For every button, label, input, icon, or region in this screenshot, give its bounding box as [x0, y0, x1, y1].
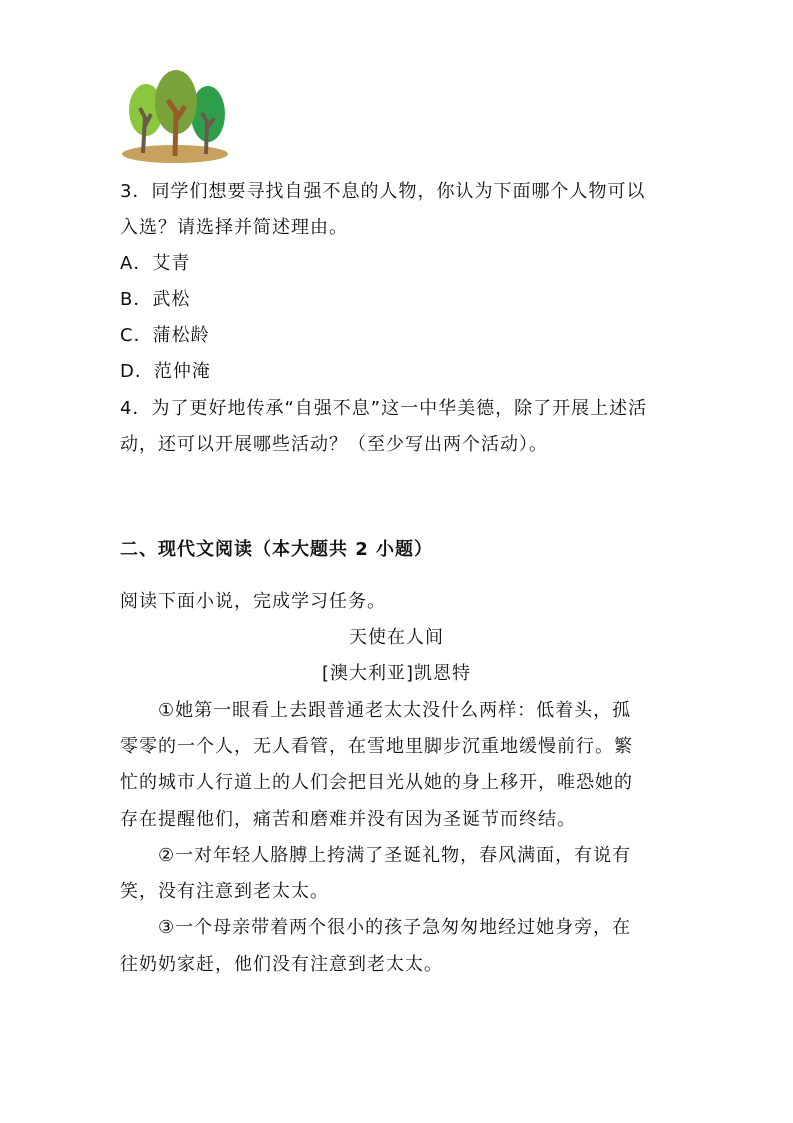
paragraph-2-line-1: ②一对年轻人胳膊上挎满了圣诞礼物，春风满面，有说有 [158, 845, 632, 866]
question-4-line-1: 4．为了更好地传承“自强不息”这一中华美德，除了开展上述活 [120, 398, 648, 419]
paragraph-1-line-1: ①她第一眼看上去跟普通老太太没什么两样：低着头，孤 [158, 700, 632, 721]
paragraph-1-line-4: 存在提醒他们，痛苦和磨难并没有因为圣诞节而终结。 [120, 809, 576, 830]
option-c: C．蒲松龄 [120, 325, 210, 346]
option-b: B．武松 [120, 289, 191, 310]
story-author: [澳大利亚]凯恩特 [321, 663, 472, 684]
paragraph-3-line-2: 往奶奶家赶，他们没有注意到老太太。 [120, 954, 443, 975]
trees-illustration [120, 68, 230, 166]
paragraph-3-line-1: ③一个母亲带着两个很小的孩子急匆匆地经过她身旁，在 [158, 917, 632, 938]
option-a: A．艾青 [120, 253, 191, 274]
section-heading: 二、现代文阅读（本大题共 2 小题） [120, 539, 434, 560]
reading-instruction: 阅读下面小说，完成学习任务。 [120, 591, 386, 612]
paragraph-2-line-2: 笑，没有注意到老太太。 [120, 881, 329, 902]
paragraph-1-line-3: 忙的城市人行道上的人们会把目光从她的身上移开，唯恐她的 [120, 772, 633, 793]
question-4-line-2: 动，还可以开展哪些活动？（至少写出两个活动）。 [120, 434, 548, 455]
question-3-line-1: 3．同学们想要寻找自强不息的人物，你认为下面哪个人物可以 [120, 181, 646, 202]
question-3-line-2: 入选？请选择并简述理由。 [120, 217, 348, 238]
story-title: 天使在人间 [349, 627, 444, 648]
paragraph-1-line-2: 零零的一个人，无人看管，在雪地里脚步沉重地缓慢前行。繁 [120, 736, 633, 757]
option-d: D．范仲淹 [120, 361, 211, 382]
